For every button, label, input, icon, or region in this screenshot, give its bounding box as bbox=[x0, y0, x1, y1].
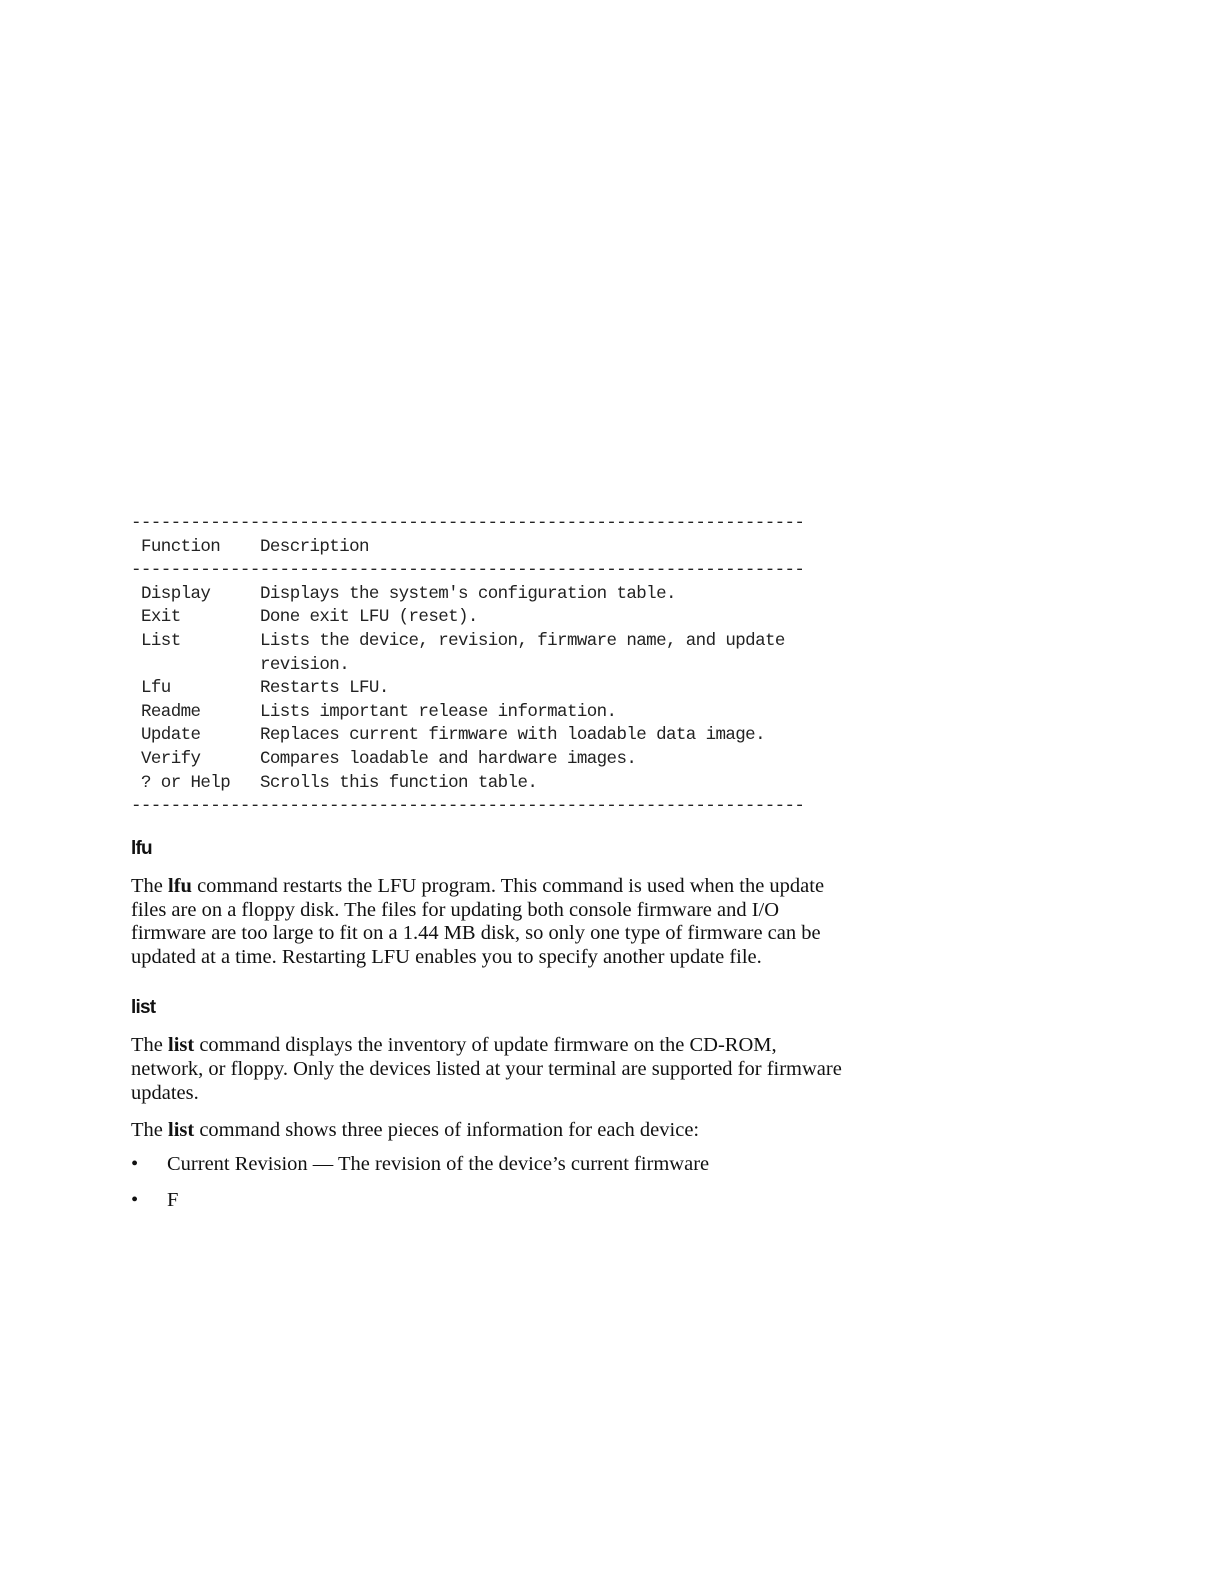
command-name: lfu bbox=[168, 874, 192, 897]
row-description: Compares loadable and hardware images. bbox=[260, 748, 637, 769]
list-item bbox=[131, 1153, 871, 1177]
table-bottom-rule: -------------------------------------------------------------------- bbox=[131, 796, 805, 817]
list-heading: list bbox=[131, 996, 156, 1018]
table-row bbox=[131, 677, 871, 701]
row-function: Exit bbox=[141, 607, 181, 628]
command-name: list bbox=[168, 1033, 195, 1056]
lfu-heading: lfu bbox=[131, 837, 152, 859]
command-name: list bbox=[168, 1119, 195, 1142]
row-description: Done exit LFU (reset). bbox=[260, 607, 478, 628]
row-function: Display bbox=[141, 583, 211, 604]
row-function: Lfu bbox=[141, 678, 171, 699]
lfu-paragraph bbox=[131, 875, 853, 970]
bullet-icon: • bbox=[131, 1188, 139, 1211]
table-row bbox=[131, 701, 871, 725]
table-header-rule: -------------------------------------------------------------------- bbox=[131, 560, 805, 581]
row-function: List bbox=[141, 630, 181, 651]
table-top-rule: -------------------------------------------------------------------- bbox=[131, 513, 805, 533]
bullet-icon: • bbox=[131, 1153, 139, 1176]
row-description: Replaces current firmware with loadable data image. bbox=[260, 725, 765, 746]
text-run: The bbox=[131, 1119, 168, 1142]
table-row bbox=[131, 630, 871, 677]
table-row bbox=[131, 772, 871, 796]
row-function: Verify bbox=[141, 748, 201, 769]
row-description: Lists the device, revision, firmware name, and update revision. bbox=[260, 630, 785, 675]
text-run: command restarts the LFU program. This command is used when the update files are on a floppy disk. The files for updating both console firmware and I/O firmware are too large to fit on a 1.44 MB disk, so only one type of firmware can be updated at a time. Restarting LFU enables you to specify another update file. bbox=[131, 874, 825, 969]
text-run: command shows three pieces of information for each device: bbox=[194, 1119, 700, 1142]
bullet-text: Current Revision — The revision of the device’s current firmware bbox=[167, 1153, 710, 1176]
function-table bbox=[131, 512, 871, 819]
table-row bbox=[131, 606, 871, 630]
list-item bbox=[131, 1189, 871, 1213]
header-function: Function bbox=[141, 536, 221, 557]
header-description: Description bbox=[260, 536, 369, 557]
row-function: Update bbox=[141, 725, 201, 746]
row-function: ? or Help bbox=[141, 772, 231, 793]
row-description: Scrolls this function table. bbox=[260, 772, 538, 793]
document-page bbox=[131, 512, 871, 1225]
table-row bbox=[131, 724, 871, 748]
table-header-row bbox=[131, 536, 871, 560]
text-run: The bbox=[131, 1033, 168, 1056]
text-run: command displays the inventory of update firmware on the CD-ROM, network, or floppy. Only the devices listed at your terminal are supported for firmware updates. bbox=[131, 1033, 842, 1104]
info-bullet-list bbox=[131, 1153, 871, 1213]
text-run: The bbox=[131, 874, 168, 897]
table-row bbox=[131, 583, 871, 607]
bullet-text: F bbox=[167, 1188, 179, 1211]
row-description: Lists important release information. bbox=[260, 701, 617, 722]
row-description: Restarts LFU. bbox=[260, 678, 389, 699]
row-function: Readme bbox=[141, 701, 201, 722]
row-description: Displays the system's configuration table. bbox=[260, 583, 676, 604]
list-paragraph-2 bbox=[131, 1119, 853, 1143]
table-row bbox=[131, 748, 871, 772]
list-paragraph-1 bbox=[131, 1034, 853, 1105]
